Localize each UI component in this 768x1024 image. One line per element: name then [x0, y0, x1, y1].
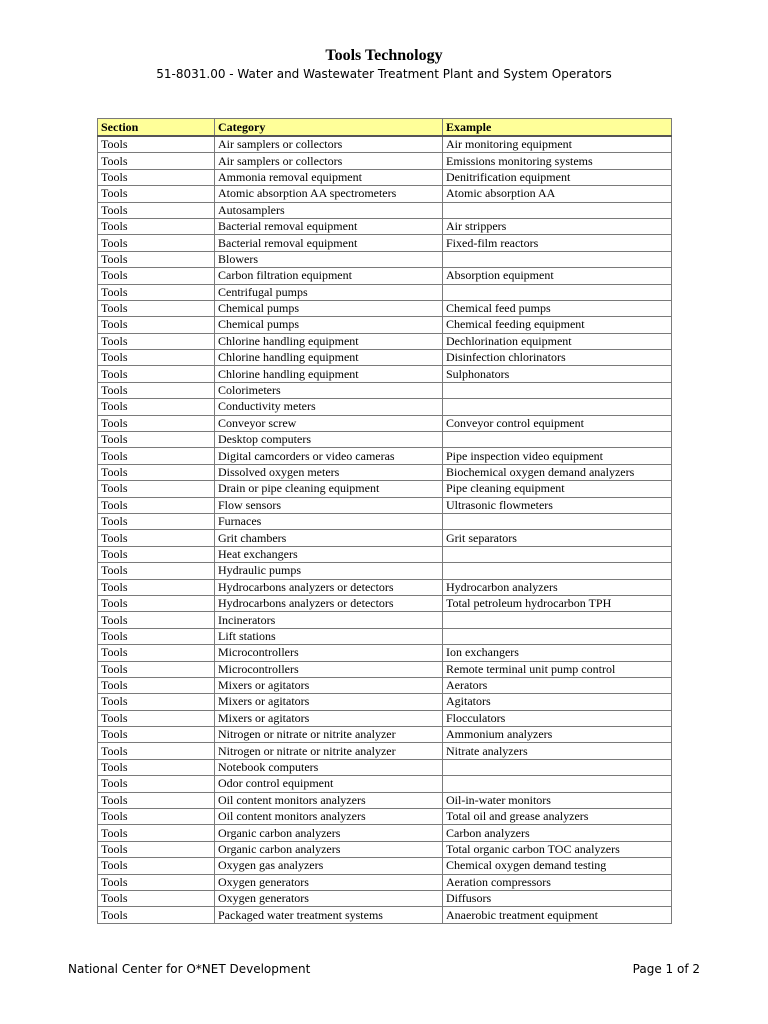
cell-category: Atomic absorption AA spectrometers — [215, 186, 443, 202]
cell-category: Carbon filtration equipment — [215, 268, 443, 284]
table-row — [98, 169, 672, 185]
table-row — [98, 907, 672, 923]
cell-example: Pipe cleaning equipment — [443, 481, 672, 497]
cell-section: Tools — [98, 218, 215, 234]
table-row — [98, 513, 672, 529]
cell-example — [443, 202, 672, 218]
cell-category: Centrifugal pumps — [215, 284, 443, 300]
table-row — [98, 399, 672, 415]
table-row — [98, 661, 672, 677]
cell-category: Air samplers or collectors — [215, 153, 443, 169]
cell-section: Tools — [98, 530, 215, 546]
cell-category: Blowers — [215, 251, 443, 267]
cell-category: Bacterial removal equipment — [215, 235, 443, 251]
cell-section: Tools — [98, 382, 215, 398]
cell-section: Tools — [98, 628, 215, 644]
cell-category: Chemical pumps — [215, 300, 443, 316]
table-row — [98, 251, 672, 267]
cell-section: Tools — [98, 481, 215, 497]
cell-section: Tools — [98, 415, 215, 431]
cell-category: Drain or pipe cleaning equipment — [215, 481, 443, 497]
cell-example: Oil-in-water monitors — [443, 792, 672, 808]
cell-example: Chemical feed pumps — [443, 300, 672, 316]
cell-example: Nitrate analyzers — [443, 743, 672, 759]
cell-category: Chemical pumps — [215, 317, 443, 333]
cell-section: Tools — [98, 645, 215, 661]
cell-category: Bacterial removal equipment — [215, 218, 443, 234]
table-row — [98, 202, 672, 218]
table-row — [98, 464, 672, 480]
cell-section: Tools — [98, 284, 215, 300]
cell-example — [443, 759, 672, 775]
cell-section: Tools — [98, 841, 215, 857]
cell-section: Tools — [98, 792, 215, 808]
table-header-row — [98, 119, 672, 137]
cell-category: Hydrocarbons analyzers or detectors — [215, 579, 443, 595]
table-row — [98, 792, 672, 808]
cell-section: Tools — [98, 858, 215, 874]
cell-section: Tools — [98, 694, 215, 710]
cell-category: Oil content monitors analyzers — [215, 792, 443, 808]
column-header-category: Category — [215, 119, 443, 137]
cell-example — [443, 284, 672, 300]
cell-example: Ammonium analyzers — [443, 727, 672, 743]
cell-category: Nitrogen or nitrate or nitrite analyzer — [215, 743, 443, 759]
cell-category: Oxygen generators — [215, 890, 443, 906]
cell-section: Tools — [98, 186, 215, 202]
cell-example — [443, 399, 672, 415]
cell-example: Fixed-film reactors — [443, 235, 672, 251]
table-row — [98, 890, 672, 906]
cell-section: Tools — [98, 251, 215, 267]
cell-example: Total organic carbon TOC analyzers — [443, 841, 672, 857]
cell-example: Flocculators — [443, 710, 672, 726]
table-row — [98, 874, 672, 890]
table-row — [98, 415, 672, 431]
cell-section: Tools — [98, 563, 215, 579]
cell-example: Aerators — [443, 677, 672, 693]
cell-example: Emissions monitoring systems — [443, 153, 672, 169]
cell-section: Tools — [98, 268, 215, 284]
cell-category: Oxygen generators — [215, 874, 443, 890]
cell-section: Tools — [98, 350, 215, 366]
cell-category: Organic carbon analyzers — [215, 841, 443, 857]
cell-example: Chemical oxygen demand testing — [443, 858, 672, 874]
cell-category: Colorimeters — [215, 382, 443, 398]
cell-example — [443, 563, 672, 579]
cell-example: Anaerobic treatment equipment — [443, 907, 672, 923]
cell-category: Dissolved oxygen meters — [215, 464, 443, 480]
column-header-example: Example — [443, 119, 672, 137]
cell-example: Hydrocarbon analyzers — [443, 579, 672, 595]
cell-example: Conveyor control equipment — [443, 415, 672, 431]
table-row — [98, 333, 672, 349]
table-row — [98, 366, 672, 382]
cell-example: Atomic absorption AA — [443, 186, 672, 202]
cell-example: Chemical feeding equipment — [443, 317, 672, 333]
cell-section: Tools — [98, 677, 215, 693]
table-row — [98, 841, 672, 857]
cell-section: Tools — [98, 153, 215, 169]
table-row — [98, 448, 672, 464]
cell-example: Absorption equipment — [443, 268, 672, 284]
cell-section: Tools — [98, 595, 215, 611]
table-row — [98, 268, 672, 284]
cell-section: Tools — [98, 169, 215, 185]
table-row — [98, 284, 672, 300]
cell-category: Nitrogen or nitrate or nitrite analyzer — [215, 727, 443, 743]
cell-example — [443, 251, 672, 267]
footer-page-number: Page 1 of 2 — [632, 962, 700, 976]
cell-section: Tools — [98, 235, 215, 251]
cell-example — [443, 432, 672, 448]
cell-section: Tools — [98, 776, 215, 792]
table-row — [98, 153, 672, 169]
cell-section: Tools — [98, 464, 215, 480]
cell-category: Grit chambers — [215, 530, 443, 546]
cell-section: Tools — [98, 661, 215, 677]
table-row — [98, 710, 672, 726]
cell-category: Mixers or agitators — [215, 677, 443, 693]
table-row — [98, 727, 672, 743]
table-row — [98, 235, 672, 251]
cell-category: Hydraulic pumps — [215, 563, 443, 579]
cell-category: Oxygen gas analyzers — [215, 858, 443, 874]
cell-example: Grit separators — [443, 530, 672, 546]
table-row — [98, 628, 672, 644]
cell-example — [443, 612, 672, 628]
cell-category: Organic carbon analyzers — [215, 825, 443, 841]
cell-section: Tools — [98, 497, 215, 513]
cell-category: Mixers or agitators — [215, 710, 443, 726]
cell-example: Ultrasonic flowmeters — [443, 497, 672, 513]
cell-section: Tools — [98, 759, 215, 775]
cell-example: Sulphonators — [443, 366, 672, 382]
cell-category: Autosamplers — [215, 202, 443, 218]
cell-category: Furnaces — [215, 513, 443, 529]
cell-category: Microcontrollers — [215, 645, 443, 661]
table-row — [98, 694, 672, 710]
cell-section: Tools — [98, 202, 215, 218]
cell-section: Tools — [98, 317, 215, 333]
cell-section: Tools — [98, 546, 215, 562]
cell-section: Tools — [98, 448, 215, 464]
table-row — [98, 825, 672, 841]
cell-section: Tools — [98, 333, 215, 349]
table-body — [98, 136, 672, 923]
table-row — [98, 186, 672, 202]
cell-category: Chlorine handling equipment — [215, 350, 443, 366]
cell-section: Tools — [98, 513, 215, 529]
cell-example: Dechlorination equipment — [443, 333, 672, 349]
cell-category: Heat exchangers — [215, 546, 443, 562]
cell-category: Hydrocarbons analyzers or detectors — [215, 595, 443, 611]
cell-category: Oil content monitors analyzers — [215, 809, 443, 825]
cell-category: Conductivity meters — [215, 399, 443, 415]
cell-category: Air samplers or collectors — [215, 136, 443, 153]
cell-section: Tools — [98, 366, 215, 382]
cell-section: Tools — [98, 300, 215, 316]
table-row — [98, 759, 672, 775]
table-row — [98, 546, 672, 562]
cell-example: Ion exchangers — [443, 645, 672, 661]
table-row — [98, 530, 672, 546]
cell-example — [443, 546, 672, 562]
cell-section: Tools — [98, 579, 215, 595]
table-row — [98, 595, 672, 611]
table-row — [98, 743, 672, 759]
cell-section: Tools — [98, 743, 215, 759]
cell-example: Total oil and grease analyzers — [443, 809, 672, 825]
cell-example: Pipe inspection video equipment — [443, 448, 672, 464]
table-row — [98, 809, 672, 825]
table-row — [98, 645, 672, 661]
cell-example: Diffusors — [443, 890, 672, 906]
cell-category: Odor control equipment — [215, 776, 443, 792]
cell-example — [443, 513, 672, 529]
cell-category: Chlorine handling equipment — [215, 366, 443, 382]
cell-category: Chlorine handling equipment — [215, 333, 443, 349]
cell-section: Tools — [98, 890, 215, 906]
cell-example: Air strippers — [443, 218, 672, 234]
cell-category: Notebook computers — [215, 759, 443, 775]
cell-section: Tools — [98, 809, 215, 825]
cell-category: Conveyor screw — [215, 415, 443, 431]
tools-table — [97, 118, 672, 924]
cell-example: Aeration compressors — [443, 874, 672, 890]
cell-section: Tools — [98, 432, 215, 448]
cell-category: Ammonia removal equipment — [215, 169, 443, 185]
table-row — [98, 858, 672, 874]
cell-category: Digital camcorders or video cameras — [215, 448, 443, 464]
cell-category: Packaged water treatment systems — [215, 907, 443, 923]
table-row — [98, 481, 672, 497]
cell-example: Air monitoring equipment — [443, 136, 672, 153]
column-header-section: Section — [98, 119, 215, 137]
cell-example: Remote terminal unit pump control — [443, 661, 672, 677]
table-row — [98, 432, 672, 448]
cell-section: Tools — [98, 612, 215, 628]
table-row — [98, 579, 672, 595]
cell-example — [443, 382, 672, 398]
table-row — [98, 382, 672, 398]
table-row — [98, 563, 672, 579]
cell-section: Tools — [98, 727, 215, 743]
cell-category: Microcontrollers — [215, 661, 443, 677]
cell-example: Denitrification equipment — [443, 169, 672, 185]
cell-category: Flow sensors — [215, 497, 443, 513]
table-row — [98, 317, 672, 333]
cell-category: Incinerators — [215, 612, 443, 628]
table-row — [98, 136, 672, 153]
cell-category: Lift stations — [215, 628, 443, 644]
table-row — [98, 612, 672, 628]
page-title: Tools Technology — [325, 47, 443, 64]
cell-example — [443, 776, 672, 792]
table-row — [98, 300, 672, 316]
table-row — [98, 776, 672, 792]
cell-example: Biochemical oxygen demand analyzers — [443, 464, 672, 480]
table-row — [98, 350, 672, 366]
cell-example: Disinfection chlorinators — [443, 350, 672, 366]
cell-example: Carbon analyzers — [443, 825, 672, 841]
cell-example: Agitators — [443, 694, 672, 710]
cell-section: Tools — [98, 399, 215, 415]
cell-example — [443, 628, 672, 644]
cell-section: Tools — [98, 136, 215, 153]
table-row — [98, 497, 672, 513]
cell-example: Total petroleum hydrocarbon TPH — [443, 595, 672, 611]
cell-category: Desktop computers — [215, 432, 443, 448]
table-row — [98, 218, 672, 234]
cell-section: Tools — [98, 825, 215, 841]
cell-section: Tools — [98, 710, 215, 726]
table-row — [98, 677, 672, 693]
cell-section: Tools — [98, 874, 215, 890]
cell-category: Mixers or agitators — [215, 694, 443, 710]
footer-organization: National Center for O*NET Development — [68, 962, 311, 976]
cell-section: Tools — [98, 907, 215, 923]
page-subtitle: 51-8031.00 - Water and Wastewater Treatment Plant and System Operators — [156, 67, 612, 81]
